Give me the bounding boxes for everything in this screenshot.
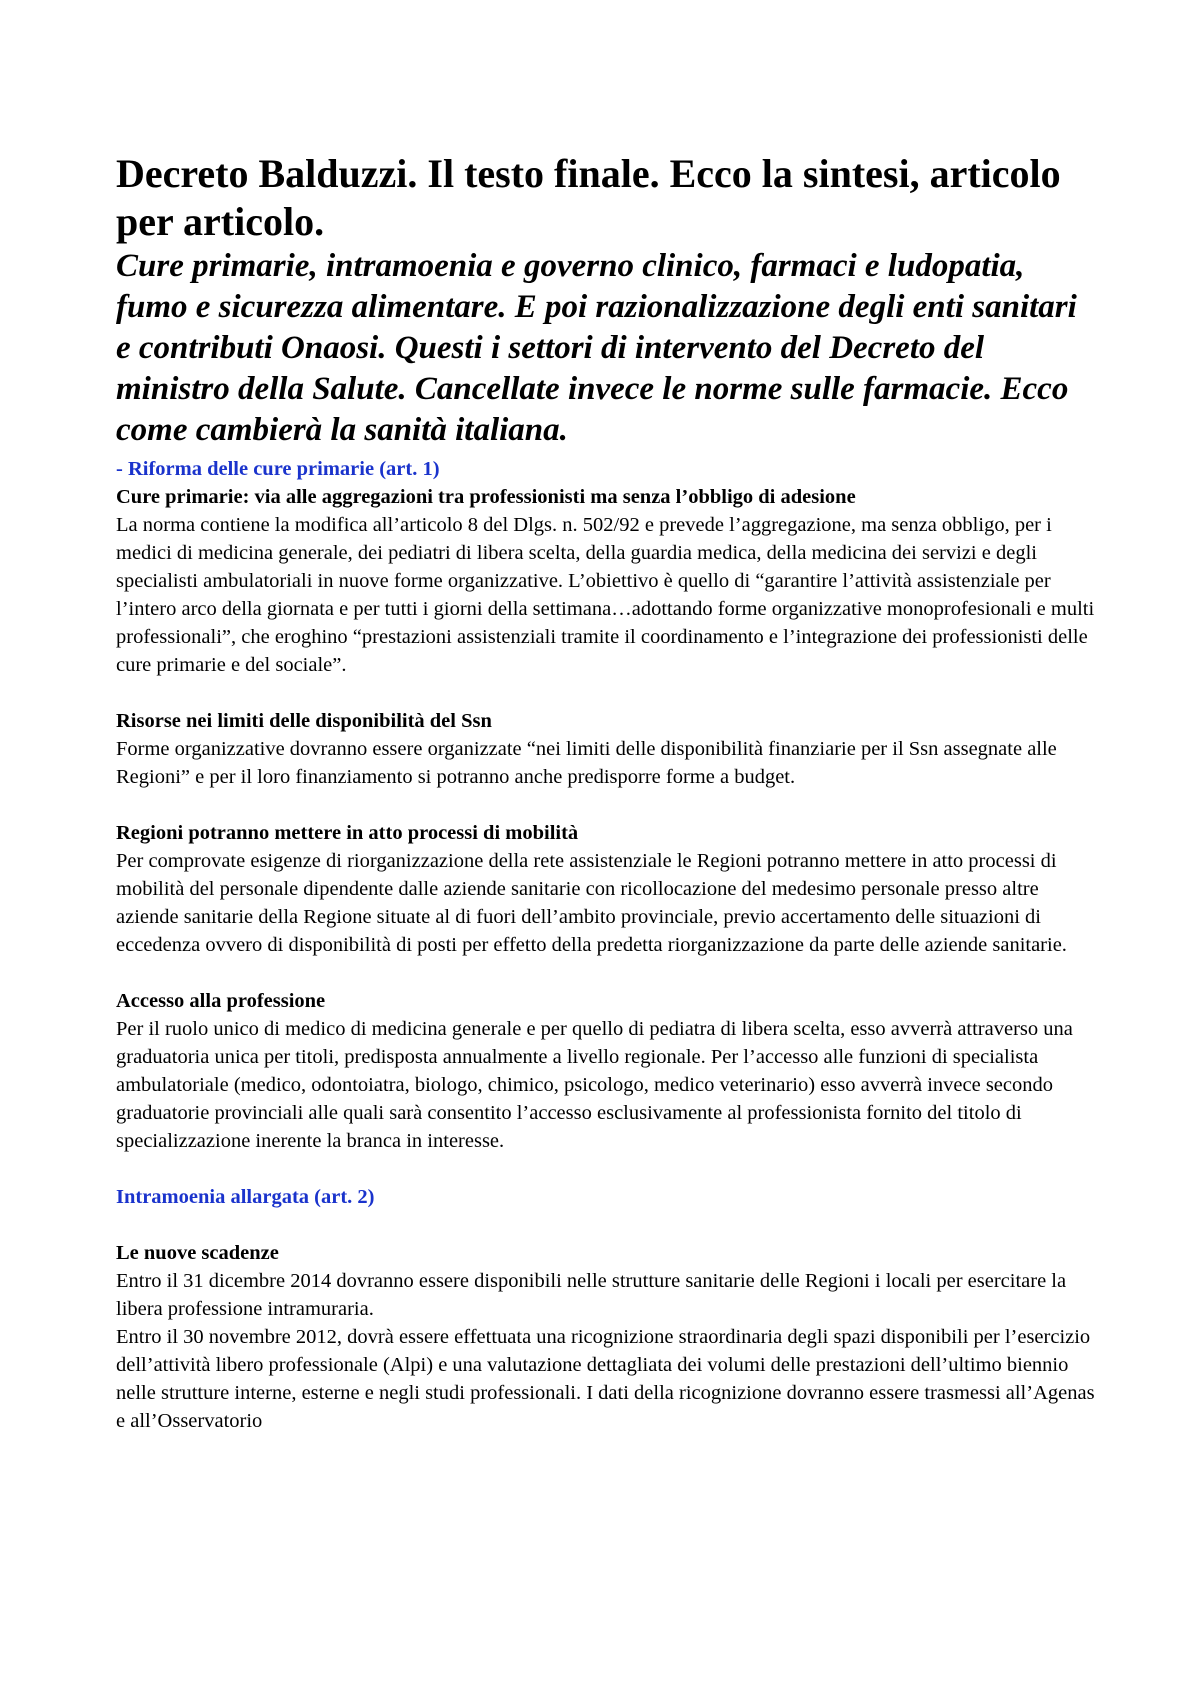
section-link-line: [116, 1183, 1096, 1211]
paragraph-risorse: Forme organizzative dovranno essere organizzate “nei limiti delle disponibilità finanziarie per il Ssn assegnate alle Regioni” e per il loro finanziamento si potranno anche predisporre forme a budget.: [116, 738, 1057, 788]
link-riforma-cure-primarie[interactable]: Riforma delle cure primarie (art. 1): [127, 458, 440, 480]
heading-cure-primarie: Cure primarie: via alle aggregazioni tra professionisti ma senza l’obbligo di adesione: [116, 486, 856, 508]
heading-risorse: Risorse nei limiti delle disponibilità del Ssn: [116, 710, 492, 732]
document-body: [116, 455, 1096, 1435]
spacer: [116, 791, 1096, 819]
heading-mobilita: Regioni potranno mettere in atto processi di mobilità: [116, 822, 579, 844]
paragraph-scadenze-2012: Entro il 30 novembre 2012, dovrà essere effettuata una ricognizione straordinaria degli spazi disponibili per l’esercizio dell’attività libero professionale (Alpi) e una valutazione dettagliata dei volumi delle prestazioni dell’ultimo biennio nelle strutture interne, esterne e negli studi professionali. I dati della ricognizione dovranno essere trasmessi all’Agenas e all’Osservatorio: [116, 1326, 1095, 1432]
paragraph-mobilita: Per comprovate esigenze di riorganizzazione della rete assistenziale le Regioni potranno mettere in atto processi di mobilità del personale dipendente dalle aziende sanitarie con ricollocazione del medesimo personale presso altre aziende sanitarie della Regione situate al di fuori dell’ambito provinciale, previo accertamento delle situazioni di eccedenza ovvero di disponibilità di posti per effetto della predetta riorganizzazione da parte delle aziende sanitarie.: [116, 850, 1067, 956]
document-subtitle: Cure primarie, intramoenia e governo clinico, farmaci e ludopatia, fumo e sicurezza alimentare. E poi razionalizzazione degli enti sanitari e contributi Onaosi. Questi i settori di intervento del Decreto del ministro della Salute. Cancellate invece le norme sulle farmacie. Ecco come cambierà la sanità italiana.: [116, 248, 1077, 448]
heading-nuove-scadenze: Le nuove scadenze: [116, 1242, 279, 1264]
spacer: [116, 959, 1096, 987]
spacer: [116, 679, 1096, 707]
paragraph-accesso-professione: Per il ruolo unico di medico di medicina generale e per quello di pediatra di libera scelta, esso avverrà attraverso una graduatoria unica per titoli, predisposta annualmente a livello regionale. Per l’accesso alle funzioni di specialista ambulatoriale (medico, odontoiatra, biologo, chimico, psicologo, medico veterinario) esso avverrà invece secondo graduatorie provinciali alle quali sarà consentito l’accesso esclusivamente al professionista fornito del titolo di specializzazione inerente la branca in interesse.: [116, 1018, 1073, 1152]
spacer: [116, 1211, 1096, 1239]
document-title: Decreto Balduzzi. Il testo finale. Ecco la sintesi, articolo per articolo.: [116, 151, 1061, 244]
section-prefix: -: [116, 458, 128, 480]
section-link-line: [116, 455, 1096, 483]
heading-accesso-professione: Accesso alla professione: [116, 990, 326, 1012]
paragraph-scadenze-2014: Entro il 31 dicembre 2014 dovranno essere disponibili nelle strutture sanitarie delle Regioni i locali per esercitare la libera professione intramuraria.: [116, 1270, 1067, 1320]
link-intramoenia-allargata[interactable]: Intramoenia allargata (art. 2): [116, 1186, 375, 1208]
paragraph-cure-primarie: La norma contiene la modifica all’articolo 8 del Dlgs. n. 502/92 e prevede l’aggregazione, ma senza obbligo, per i medici di medicina generale, dei pediatri di libera scelta, della guardia medica, della medicina dei servizi e degli specialisti ambulatoriali in nuove forme organizzative. L’obiettivo è quello di “garantire l’attività assistenziale per l’intero arco della giornata e per tutti i giorni della settimana…adottando forme organizzative monoprofesionali e multi professionali”, che eroghino “prestazioni assistenziali tramite il coordinamento e l’integrazione dei professionisti delle cure primarie e del sociale”.: [116, 514, 1095, 676]
document-content: [116, 150, 1096, 1435]
